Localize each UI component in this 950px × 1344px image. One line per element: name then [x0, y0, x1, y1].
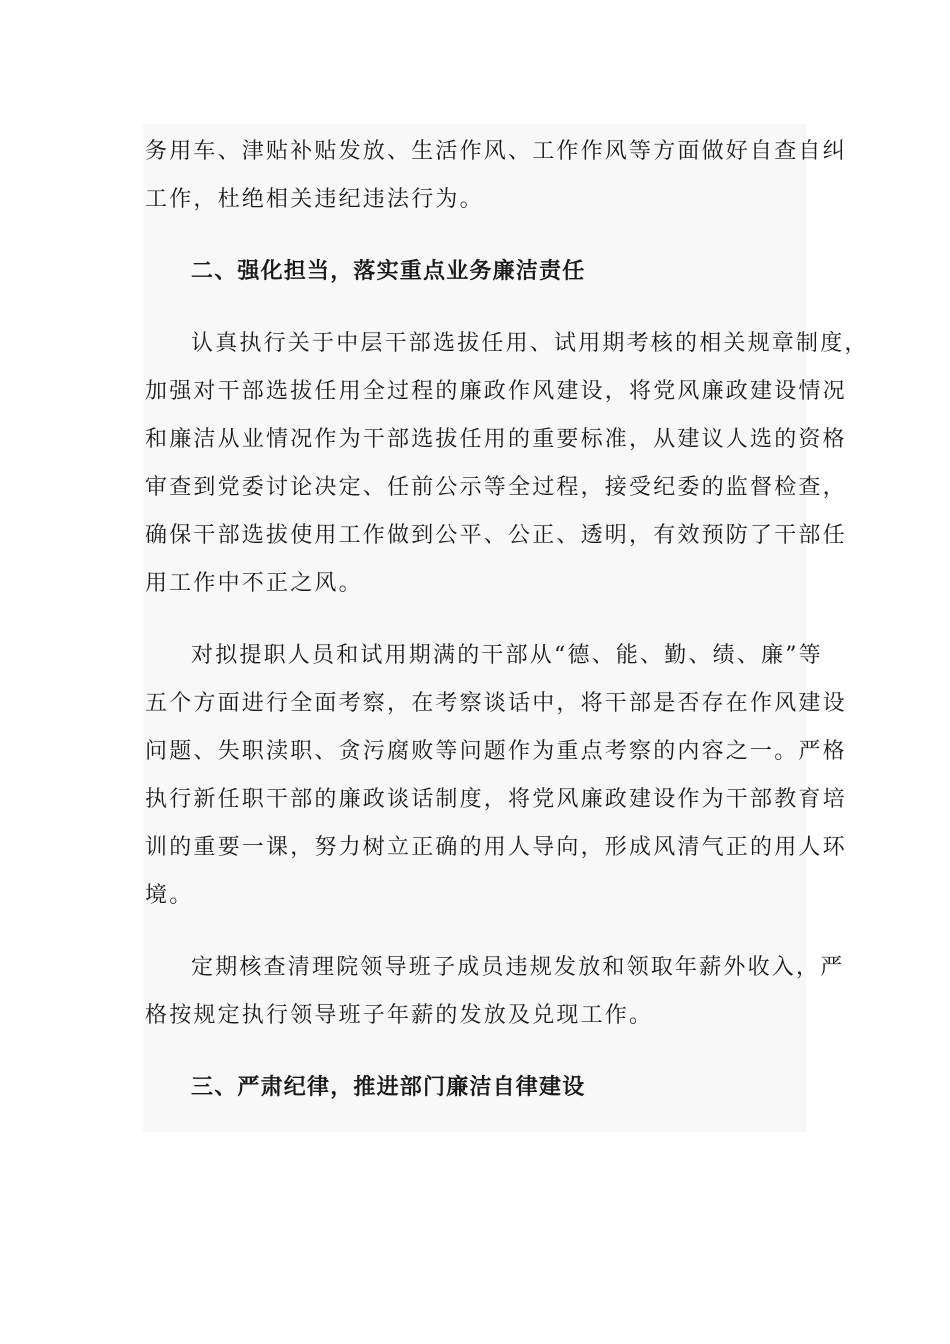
text-line: 工作，杜绝相关违纪违法行为。: [145, 187, 484, 212]
text-line: 境。: [145, 883, 194, 908]
text-line: 用工作中不正之风。: [145, 571, 363, 596]
text-line: 问题、失职渎职、贪污腐败等问题作为重点考察的内容之一。严格: [145, 739, 847, 764]
text-line: 认真执行关于中层干部选拔任用、试用期考核的相关规章制度，: [191, 331, 869, 356]
paragraph-inspection: [145, 632, 847, 920]
text-line: 务用车、津贴补贴发放、生活作风、工作作风等方面做好自查自纠: [145, 139, 847, 164]
paragraph-cadre-selection: [145, 320, 869, 608]
section-three-heading: 三、严肃纪律，推进部门廉洁自律建设: [191, 1075, 586, 1100]
text-line: 五个方面进行全面考察，在考察谈话中，将干部是否存在作风建设: [145, 691, 847, 716]
text-line: 对拟提职人员和试用期满的干部从“德、能、勤、绩、廉”等: [191, 643, 823, 668]
continued-paragraph: [145, 128, 847, 224]
text-line: 训的重要一课，努力树立正确的用人导向，形成风清气正的用人环: [145, 835, 847, 860]
section-two-heading: 二、强化担当，落实重点业务廉洁责任: [191, 259, 586, 284]
text-line: 和廉洁从业情况作为干部选拔任用的重要标准，从建议人选的资格: [145, 427, 847, 452]
text-line: 执行新任职干部的廉政谈话制度，将党风廉政建设作为干部教育培: [145, 787, 847, 812]
text-line: 确保干部选拔使用工作做到公平、公正、透明，有效预防了干部任: [145, 523, 847, 548]
document-body: [145, 128, 869, 1112]
text-line: 格按规定执行领导班子年薪的发放及兑现工作。: [145, 1003, 654, 1028]
paragraph-salary-review: [145, 944, 845, 1040]
text-line: 加强对干部选拔任用全过程的廉政作风建设，将党风廉政建设情况: [145, 379, 847, 404]
text-line: 审查到党委讨论决定、任前公示等全过程，接受纪委的监督检查，: [145, 475, 847, 500]
text-line: 定期核查清理院领导班子成员违规发放和领取年薪外收入，严: [191, 955, 845, 980]
